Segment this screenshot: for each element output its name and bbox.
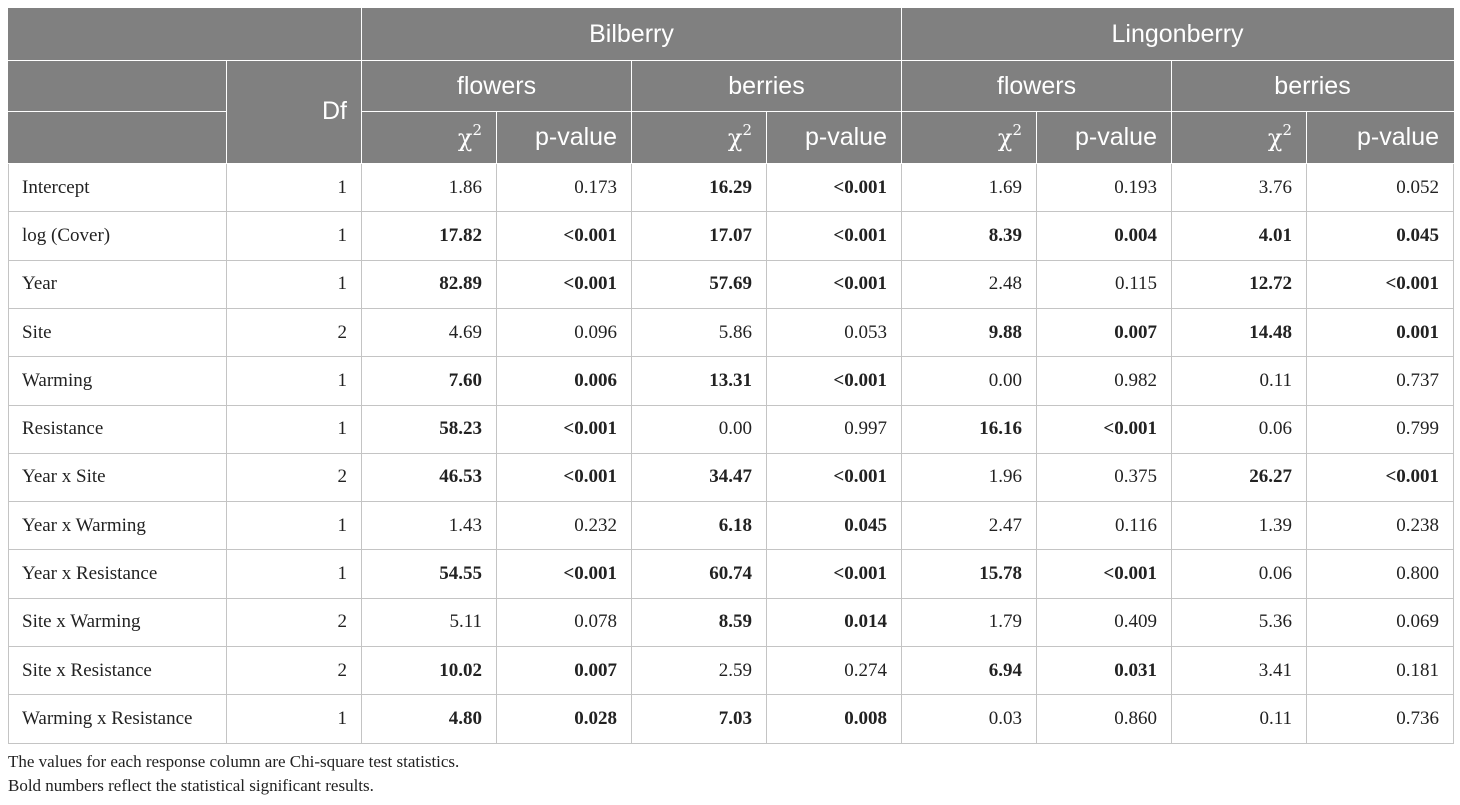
- p-value-cell: 0.008: [767, 695, 902, 743]
- p-value-cell: 0.004: [1037, 212, 1172, 260]
- chi-square-cell: 6.94: [902, 647, 1037, 695]
- p-value-cell: <0.001: [497, 260, 632, 308]
- p-value-cell: 0.014: [767, 598, 902, 646]
- chi-square-cell: 5.36: [1172, 598, 1307, 646]
- chi-square-cell: 82.89: [362, 260, 497, 308]
- p-value-cell: 0.232: [497, 502, 632, 550]
- chi-square-cell: 6.18: [632, 502, 767, 550]
- p-value-cell: 0.001: [1307, 308, 1454, 356]
- chi-square-cell: 15.78: [902, 550, 1037, 598]
- chi-square-cell: 3.76: [1172, 164, 1307, 212]
- chi-square-cell: 16.29: [632, 164, 767, 212]
- p-value-cell: <0.001: [497, 453, 632, 501]
- p-value-cell: 0.045: [767, 502, 902, 550]
- chi-square-cell: 0.03: [902, 695, 1037, 743]
- chi-square-cell: 60.74: [632, 550, 767, 598]
- p-value-cell: <0.001: [767, 260, 902, 308]
- table-row: [9, 308, 1454, 356]
- chi-square-cell: 12.72: [1172, 260, 1307, 308]
- table-body: [9, 164, 1454, 744]
- chi-square-cell: 7.03: [632, 695, 767, 743]
- chi-square-cell: 10.02: [362, 647, 497, 695]
- chi-square-cell: 0.06: [1172, 405, 1307, 453]
- chi-square-cell: 8.59: [632, 598, 767, 646]
- chi-square-header: $\chi^2$: [362, 112, 497, 164]
- table-row: [9, 550, 1454, 598]
- chi-square-cell: 5.86: [632, 308, 767, 356]
- chi-square-cell: 1.39: [1172, 502, 1307, 550]
- header-row-responses: [9, 60, 1454, 112]
- chi-square-cell: 54.55: [362, 550, 497, 598]
- chi-square-cell: 1.43: [362, 502, 497, 550]
- chi-square-cell: 9.88: [902, 308, 1037, 356]
- table-row: [9, 598, 1454, 646]
- header-empty-cell: [9, 9, 362, 61]
- chi-square-cell: 4.01: [1172, 212, 1307, 260]
- p-value-cell: 0.069: [1307, 598, 1454, 646]
- term-cell: Year x Site: [9, 453, 227, 501]
- term-cell: Site x Warming: [9, 598, 227, 646]
- chi-square-cell: 57.69: [632, 260, 767, 308]
- p-value-cell: <0.001: [497, 405, 632, 453]
- p-value-cell: 0.096: [497, 308, 632, 356]
- chi-square-cell: 0.00: [902, 357, 1037, 405]
- df-cell: 1: [227, 502, 362, 550]
- footnote: Bold numbers reflect the statistical significant results.: [8, 776, 374, 795]
- term-cell: Year: [9, 260, 227, 308]
- chi-square-cell: 0.06: [1172, 550, 1307, 598]
- response-header-bilberry-flowers: flowers: [362, 60, 632, 112]
- table-header: [9, 9, 1454, 164]
- p-value-cell: 0.409: [1037, 598, 1172, 646]
- group-header-lingonberry: Lingonberry: [902, 9, 1454, 61]
- df-cell: 1: [227, 405, 362, 453]
- table-row: [9, 502, 1454, 550]
- p-value-cell: 0.238: [1307, 502, 1454, 550]
- table-row: [9, 260, 1454, 308]
- df-cell: 1: [227, 550, 362, 598]
- chi-square-header: $\chi^2$: [632, 112, 767, 164]
- header-row-stats: [9, 112, 1454, 164]
- table-footnotes: [8, 750, 459, 798]
- term-cell: Resistance: [9, 405, 227, 453]
- p-value-cell: 0.173: [497, 164, 632, 212]
- p-value-cell: 0.045: [1307, 212, 1454, 260]
- results-table: [8, 8, 1454, 744]
- p-value-cell: 0.006: [497, 357, 632, 405]
- table-row: [9, 453, 1454, 501]
- chi-square-cell: 46.53: [362, 453, 497, 501]
- df-cell: 2: [227, 308, 362, 356]
- p-value-cell: 0.737: [1307, 357, 1454, 405]
- chi-square-cell: 8.39: [902, 212, 1037, 260]
- p-value-cell: <0.001: [767, 212, 902, 260]
- df-header: Df: [227, 60, 362, 163]
- table-row: [9, 405, 1454, 453]
- header-empty-cell: [9, 60, 227, 112]
- response-header-lingonberry-berries: berries: [1172, 60, 1454, 112]
- df-cell: 2: [227, 598, 362, 646]
- chi-square-header: $\chi^2$: [1172, 112, 1307, 164]
- df-cell: 1: [227, 212, 362, 260]
- df-cell: 1: [227, 260, 362, 308]
- p-value-cell: 0.997: [767, 405, 902, 453]
- p-value-cell: <0.001: [1307, 453, 1454, 501]
- p-value-cell: 0.028: [497, 695, 632, 743]
- chi-square-cell: 1.79: [902, 598, 1037, 646]
- chi-square-cell: 4.80: [362, 695, 497, 743]
- chi-square-cell: 4.69: [362, 308, 497, 356]
- p-value-header: p-value: [767, 112, 902, 164]
- chi-square-cell: 0.00: [632, 405, 767, 453]
- df-cell: 1: [227, 164, 362, 212]
- table-row: [9, 647, 1454, 695]
- df-cell: 1: [227, 695, 362, 743]
- df-cell: 1: [227, 357, 362, 405]
- p-value-cell: 0.115: [1037, 260, 1172, 308]
- p-value-header: p-value: [497, 112, 632, 164]
- p-value-cell: <0.001: [767, 357, 902, 405]
- table-row: [9, 212, 1454, 260]
- response-header-bilberry-berries: berries: [632, 60, 902, 112]
- term-cell: Site x Resistance: [9, 647, 227, 695]
- chi-square-cell: 17.82: [362, 212, 497, 260]
- chi-square-cell: 0.11: [1172, 695, 1307, 743]
- chi-square-cell: 14.48: [1172, 308, 1307, 356]
- p-value-cell: 0.007: [497, 647, 632, 695]
- chi-square-cell: 5.11: [362, 598, 497, 646]
- p-value-cell: <0.001: [1037, 405, 1172, 453]
- p-value-cell: 0.799: [1307, 405, 1454, 453]
- term-cell: Site: [9, 308, 227, 356]
- chi-square-cell: 1.86: [362, 164, 497, 212]
- chi-square-cell: 13.31: [632, 357, 767, 405]
- chi-square-cell: 17.07: [632, 212, 767, 260]
- p-value-cell: 0.007: [1037, 308, 1172, 356]
- p-value-cell: 0.375: [1037, 453, 1172, 501]
- p-value-cell: 0.052: [1307, 164, 1454, 212]
- table-row: [9, 695, 1454, 743]
- p-value-cell: 0.116: [1037, 502, 1172, 550]
- df-cell: 2: [227, 647, 362, 695]
- term-cell: Year x Resistance: [9, 550, 227, 598]
- chi-square-cell: 16.16: [902, 405, 1037, 453]
- chi-square-cell: 2.59: [632, 647, 767, 695]
- p-value-cell: 0.274: [767, 647, 902, 695]
- chi-square-cell: 2.47: [902, 502, 1037, 550]
- term-cell: Year x Warming: [9, 502, 227, 550]
- p-value-cell: 0.860: [1037, 695, 1172, 743]
- p-value-cell: 0.193: [1037, 164, 1172, 212]
- p-value-cell: <0.001: [767, 453, 902, 501]
- table-row: [9, 357, 1454, 405]
- p-value-header: p-value: [1037, 112, 1172, 164]
- p-value-cell: 0.736: [1307, 695, 1454, 743]
- chi-square-header: $\chi^2$: [902, 112, 1037, 164]
- p-value-cell: <0.001: [767, 550, 902, 598]
- response-header-lingonberry-flowers: flowers: [902, 60, 1172, 112]
- p-value-cell: <0.001: [1307, 260, 1454, 308]
- chi-square-cell: 34.47: [632, 453, 767, 501]
- chi-square-cell: 7.60: [362, 357, 497, 405]
- df-cell: 2: [227, 453, 362, 501]
- term-cell: log (Cover): [9, 212, 227, 260]
- p-value-cell: <0.001: [1037, 550, 1172, 598]
- p-value-cell: 0.031: [1037, 647, 1172, 695]
- header-empty-cell: [9, 112, 227, 164]
- chi-square-cell: 26.27: [1172, 453, 1307, 501]
- header-row-groups: [9, 9, 1454, 61]
- p-value-cell: 0.053: [767, 308, 902, 356]
- chi-square-cell: 58.23: [362, 405, 497, 453]
- p-value-header: p-value: [1307, 112, 1454, 164]
- term-cell: Intercept: [9, 164, 227, 212]
- chi-square-cell: 1.96: [902, 453, 1037, 501]
- chi-square-cell: 0.11: [1172, 357, 1307, 405]
- p-value-cell: <0.001: [497, 212, 632, 260]
- chi-square-cell: 1.69: [902, 164, 1037, 212]
- term-cell: Warming x Resistance: [9, 695, 227, 743]
- p-value-cell: 0.078: [497, 598, 632, 646]
- table-row: [9, 164, 1454, 212]
- chi-square-cell: 2.48: [902, 260, 1037, 308]
- p-value-cell: 0.800: [1307, 550, 1454, 598]
- p-value-cell: <0.001: [767, 164, 902, 212]
- group-header-bilberry: Bilberry: [362, 9, 902, 61]
- p-value-cell: 0.181: [1307, 647, 1454, 695]
- footnote: The values for each response column are Chi-square test statistics.: [8, 752, 460, 771]
- term-cell: Warming: [9, 357, 227, 405]
- chi-square-cell: 3.41: [1172, 647, 1307, 695]
- p-value-cell: 0.982: [1037, 357, 1172, 405]
- p-value-cell: <0.001: [497, 550, 632, 598]
